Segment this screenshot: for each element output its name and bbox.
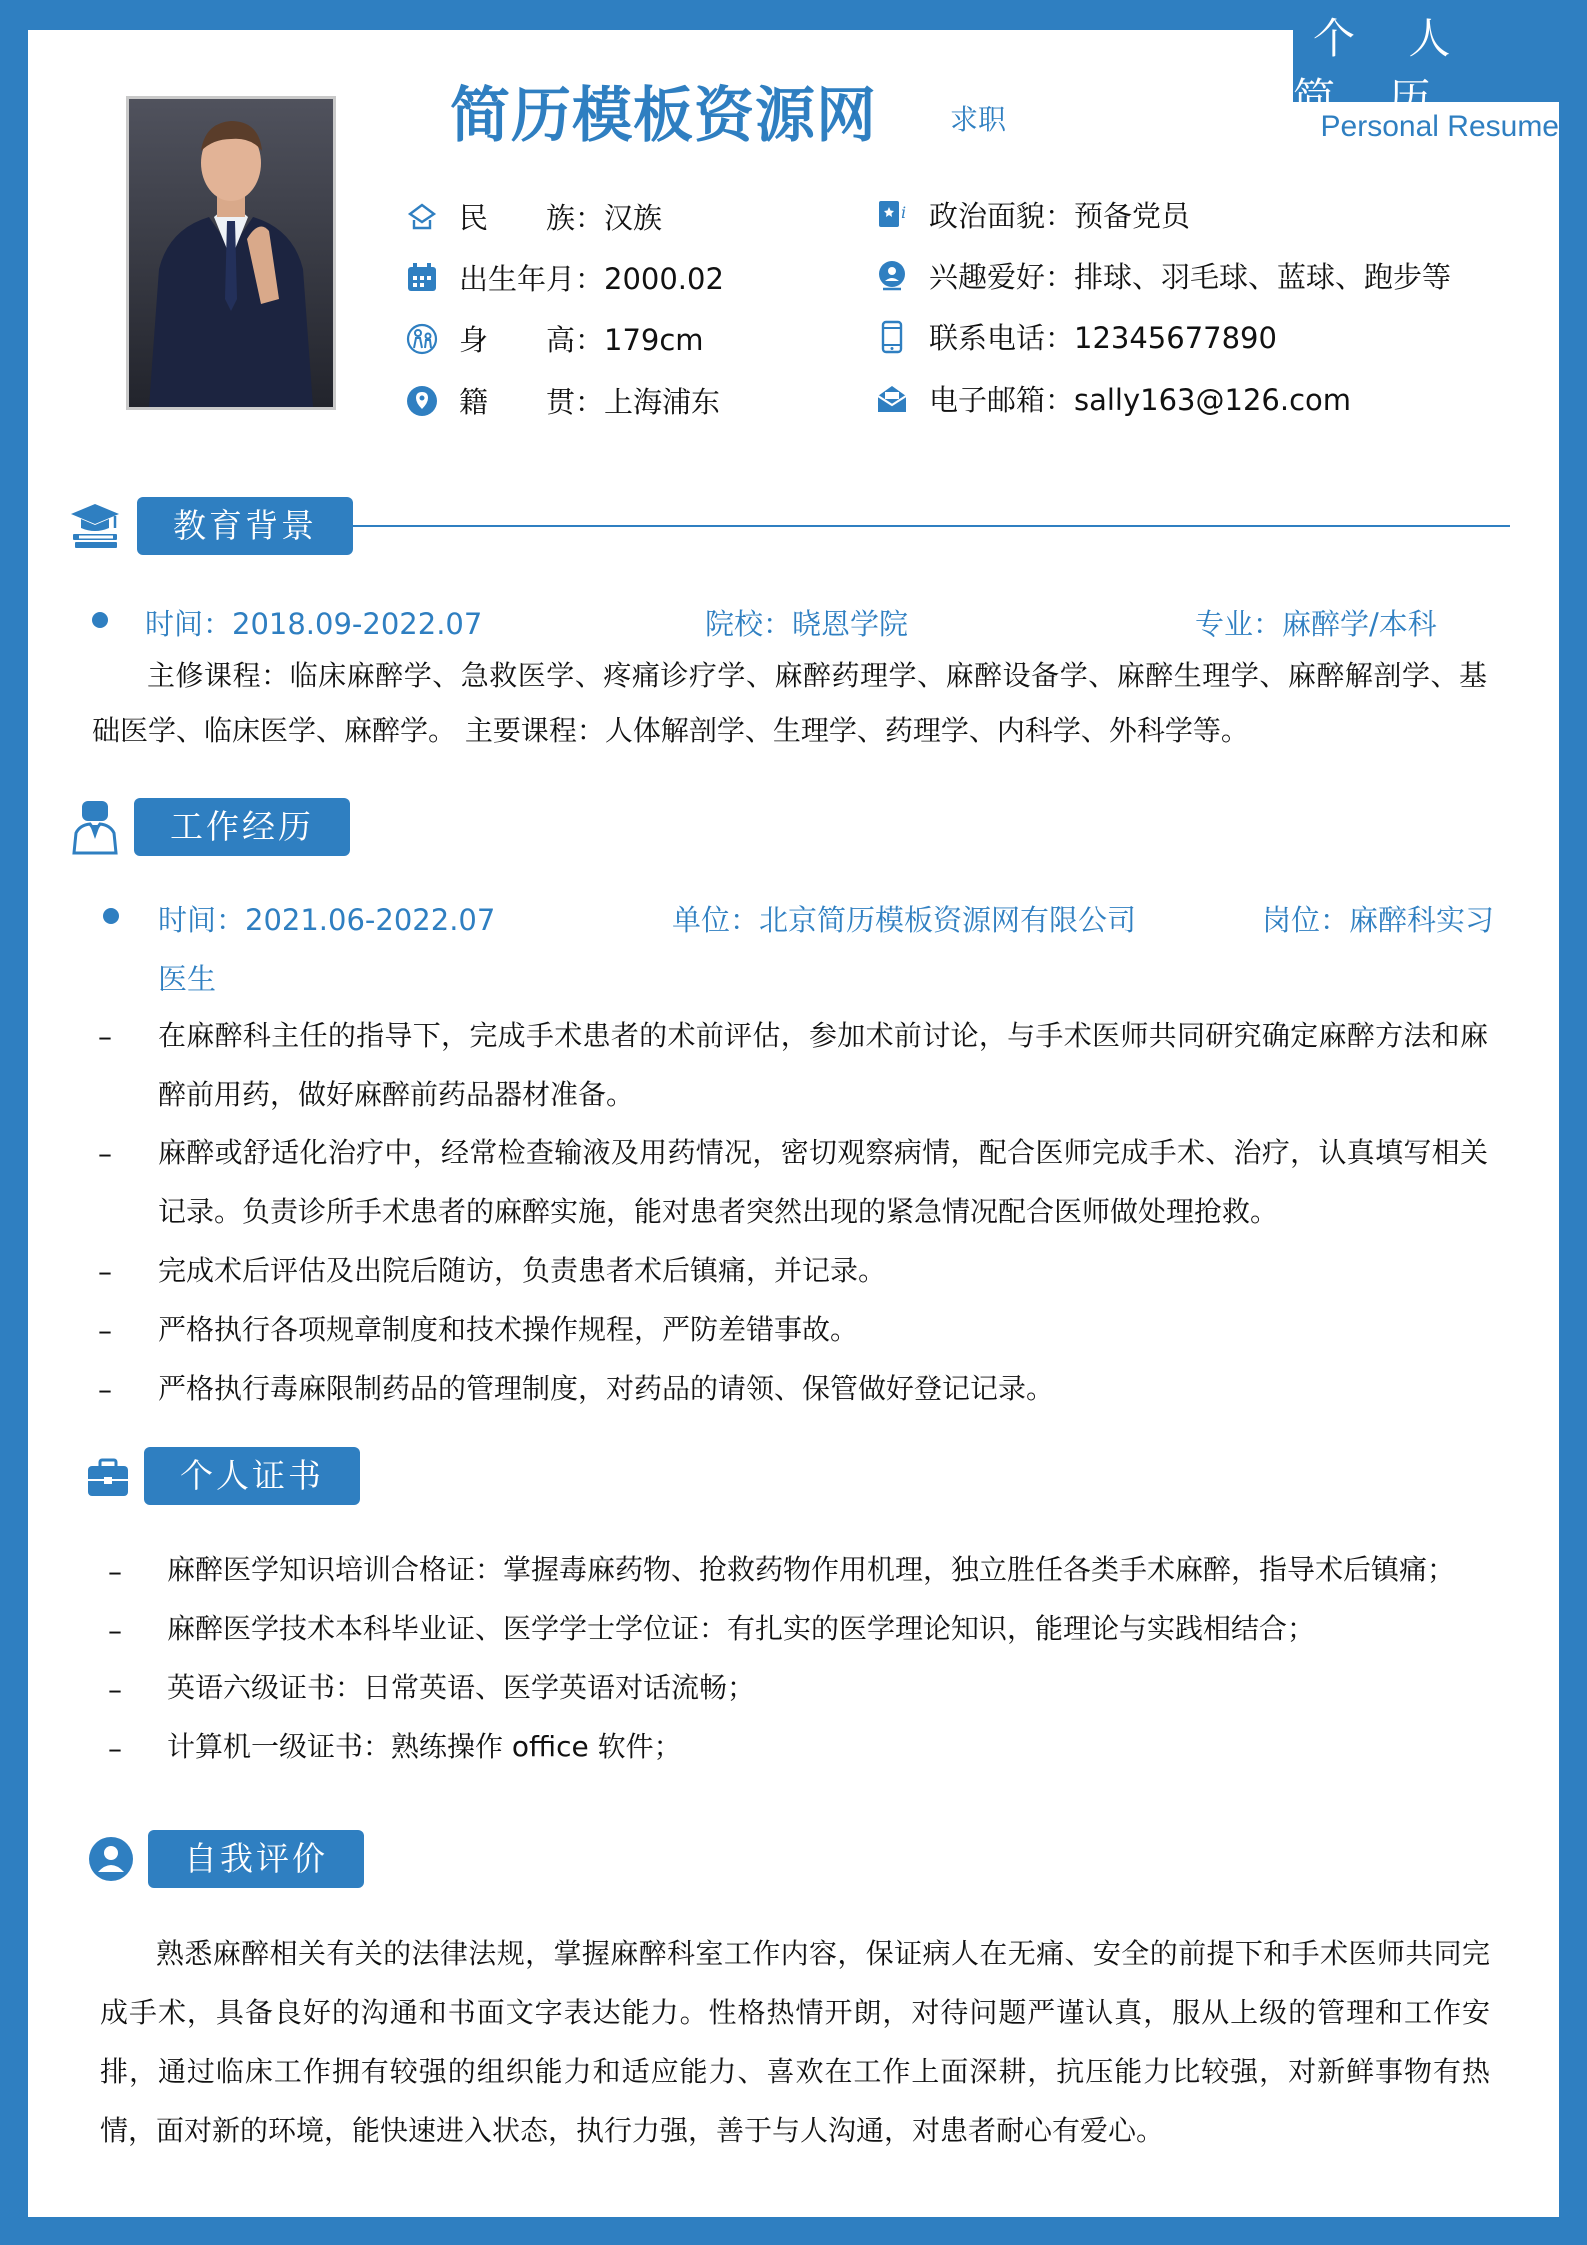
seek-label: 求职 <box>950 103 1007 136</box>
info-ethnicity: 民 族：汉族 <box>405 196 662 237</box>
cert-item-2: 麻醉医学技术本科毕业证、医学学士学位证：有扎实的医学理论知识，能理论与实践相结合； <box>167 1612 1316 1645</box>
cert-item-4: 计算机一级证书：熟练操作 office 软件； <box>167 1730 682 1763</box>
height-icon <box>405 322 439 356</box>
work-position-cont: 医生 <box>158 962 217 996</box>
info-birth: 出生年月：2000.02 <box>405 257 724 298</box>
profile-photo <box>126 96 336 410</box>
dash-marker: – <box>98 1020 112 1053</box>
section-education-title: 教育背景 <box>137 497 353 555</box>
section-self-title: 自我评价 <box>148 1830 364 1888</box>
edu-time: 时间：2018.09-2022.07 <box>145 607 483 641</box>
phone-icon <box>875 320 909 354</box>
corner-subtitle: Personal Resume <box>1320 110 1559 143</box>
doctor-icon <box>70 799 120 855</box>
section-divider <box>350 525 1510 527</box>
bullet-dot <box>103 908 119 924</box>
info-email: 电子邮箱：sally163@126.com <box>875 378 1351 419</box>
dash-marker: – <box>98 1314 112 1347</box>
person-icon <box>88 1836 134 1882</box>
graduation-cap-icon <box>67 498 123 554</box>
section-education-header <box>67 497 353 555</box>
edu-school: 院校：晓恩学院 <box>705 607 909 641</box>
section-self-header <box>88 1830 364 1888</box>
hobby-icon <box>875 259 909 293</box>
dash-marker: – <box>108 1673 122 1706</box>
info-origin: 籍 贯：上海浦东 <box>405 380 720 421</box>
page-title: 简历模板资源网 <box>450 81 877 151</box>
dash-marker: – <box>108 1732 122 1765</box>
work-duty-5: 严格执行毒麻限制药品的管理制度，对药品的请领、保管做好登记记录。 <box>158 1372 1055 1405</box>
work-duty-3: 完成术后评估及出院后随访，负责患者术后镇痛，并记录。 <box>158 1254 887 1287</box>
section-work-header <box>70 798 350 856</box>
work-time: 时间：2021.06-2022.07 <box>158 903 496 937</box>
id-card-icon <box>875 198 909 232</box>
section-work-title: 工作经历 <box>134 798 350 856</box>
work-company: 单位：北京简历模板资源网有限公司 <box>672 903 1137 937</box>
section-certs-title: 个人证书 <box>144 1447 360 1505</box>
dash-marker: – <box>98 1373 112 1406</box>
info-phone: 联系电话：12345677890 <box>875 316 1277 357</box>
dash-marker: – <box>108 1614 122 1647</box>
edu-courses: 主修课程：临床麻醉学、急救医学、疼痛诊疗学、麻醉药理学、麻醉设备学、麻醉生理学、麻醉解剖学、基础医学、临床医学、麻醉学。 主要课程：人体解剖学、生理学、药理学、内科学、外科学等。 <box>92 659 1487 747</box>
dash-marker: – <box>98 1255 112 1288</box>
mail-icon <box>875 382 909 416</box>
corner-title: 个 人 简 历 <box>1293 30 1559 102</box>
self-evaluation-text: 熟悉麻醉相关有关的法律法规，掌握麻醉科室工作内容，保证病人在无痛、安全的前提下和手术医师共同完成手术，具备良好的沟通和书面文字表达能力。性格热情开朗，对待问题严谨认真，服从上级的管理和工作安排，通过临床工作拥有较强的组织能力和适应能力、喜欢在工作上面深耕，抗压能力比较强，对新鲜事物有热情，面对新的环境，能快速进入状态，执行力强，善于与人沟通，对患者耐心有爱心。 <box>100 1937 1490 2147</box>
cert-item-3: 英语六级证书：日常英语、医学英语对话流畅； <box>167 1671 756 1704</box>
info-height: 身 高：179cm <box>405 318 704 359</box>
bullet-dot <box>92 612 108 628</box>
dash-marker: – <box>108 1555 122 1588</box>
work-duty-2: 麻醉或舒适化治疗中，经常检查输液及用药情况，密切观察病情，配合医师完成手术、治疗，认真填写相关记录。负责诊所手术患者的麻醉实施，能对患者突然出现的紧急情况配合医师做处理抢救。 <box>158 1136 1488 1228</box>
location-icon <box>405 384 439 418</box>
work-duty-4: 严格执行各项规章制度和技术操作规程，严防差错事故。 <box>158 1313 859 1346</box>
calendar-icon <box>405 261 439 295</box>
edu-major: 专业：麻醉学/本科 <box>1195 607 1437 641</box>
briefcase-icon <box>86 1448 130 1504</box>
section-certs-header <box>86 1447 360 1505</box>
info-politics: i 政治面貌：预备党员 <box>875 194 1190 235</box>
work-duty-1: 在麻醉科主任的指导下，完成手术患者的术前评估，参加术前讨论，与手术医师共同研究确定麻醉方法和麻醉前用药，做好麻醉前药品器材准备。 <box>158 1019 1488 1111</box>
work-position: 岗位：麻醉科实习 <box>1262 903 1495 937</box>
info-hobbies: 兴趣爱好：排球、羽毛球、蓝球、跑步等 <box>875 255 1451 296</box>
cert-item-1: 麻醉医学知识培训合格证：掌握毒麻药物、抢救药物作用机理，独立胜任各类手术麻醉，指导术后镇痛； <box>167 1553 1456 1586</box>
svg-text:i: i <box>901 202 907 222</box>
dash-marker: – <box>98 1137 112 1170</box>
hat-icon <box>405 200 439 234</box>
